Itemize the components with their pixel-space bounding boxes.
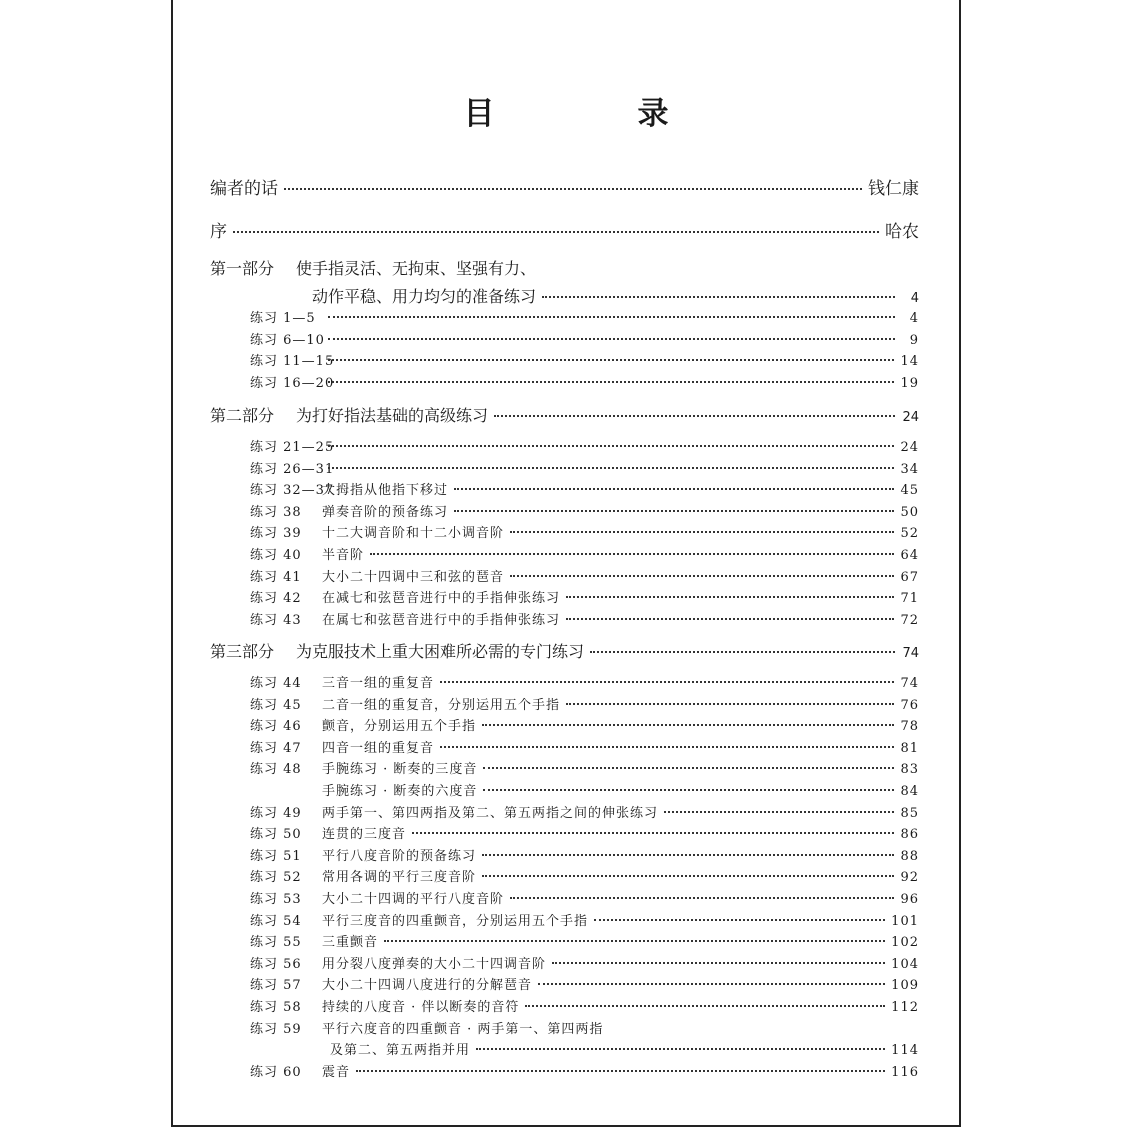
toc-exercise-row xyxy=(250,544,919,563)
dot-leader xyxy=(328,329,895,343)
exercise-page: 19 xyxy=(900,375,919,391)
part1-page: 4 xyxy=(910,291,919,306)
dot-leader xyxy=(370,544,894,558)
exercise-title: 在属七和弦琶音进行中的手指伸张练习 xyxy=(322,612,561,628)
toc-exercise-row xyxy=(250,672,919,691)
dot-leader xyxy=(233,222,879,236)
exercise-page: 112 xyxy=(891,1000,919,1015)
toc-exercise-row xyxy=(330,1039,919,1058)
toc-exercise-row xyxy=(250,329,919,348)
dot-leader xyxy=(510,522,894,536)
exercise-page: 64 xyxy=(900,548,919,563)
toc-exercise-row xyxy=(250,694,919,713)
exercise-page: 84 xyxy=(900,784,919,799)
toc-entry-preface xyxy=(210,217,919,242)
toc-exercise-row xyxy=(250,587,919,606)
exercise-title: 手腕练习 · 断奏的六度音 xyxy=(322,784,478,799)
dot-leader xyxy=(328,307,895,321)
exercise-page: 74 xyxy=(900,676,919,691)
part1-title-line1: 使手指灵活、无拘束、坚强有力、 xyxy=(296,259,537,278)
part2-section: 第二部分 xyxy=(210,406,275,425)
dot-leader xyxy=(566,587,894,601)
exercise-page: 67 xyxy=(900,569,919,585)
exercise-label: 练习 57 xyxy=(250,978,302,994)
exercise-title: 常用各调的平行三度音阶 xyxy=(322,870,477,886)
exercise-title: 平行八度音阶的预备练习 xyxy=(322,848,477,864)
toc-exercise-row xyxy=(250,458,919,477)
exercise-title: 十二大调音阶和十二小调音阶 xyxy=(322,526,505,542)
toc-exercise-row xyxy=(250,522,919,541)
part2-page: 24 xyxy=(902,410,919,425)
exercise-label: 练习 6—10 xyxy=(250,332,325,348)
exercise-title: 三重颤音 xyxy=(322,935,379,951)
dot-leader xyxy=(538,974,885,988)
exercise-label: 练习 26—31 xyxy=(250,461,335,477)
exercise-page: 96 xyxy=(900,892,919,907)
exercise-title: 平行三度音的四重颤音，分别运用五个手指 xyxy=(322,913,589,929)
dot-leader xyxy=(454,501,894,515)
exercise-page: 24 xyxy=(900,440,919,455)
exercise-label: 练习 41 xyxy=(250,569,302,585)
exercise-page: 50 xyxy=(900,504,919,520)
exercise-title: 用分裂八度弹奏的大小二十四调音阶 xyxy=(322,956,547,972)
dot-leader xyxy=(542,287,895,301)
exercise-page: 116 xyxy=(891,1064,919,1080)
toc-exercise-row xyxy=(250,953,919,972)
dot-leader xyxy=(552,953,885,967)
toc-exercise-row xyxy=(250,802,919,821)
toc-exercise-row xyxy=(250,758,919,777)
exercise-page: 45 xyxy=(900,483,919,499)
part3-page: 74 xyxy=(902,646,919,661)
exercise-label: 练习 21—25 xyxy=(250,440,335,455)
dot-leader xyxy=(566,609,894,623)
exercise-label: 练习 59 xyxy=(250,1021,302,1037)
exercise-page: 52 xyxy=(900,526,919,542)
entry-author: 哈农 xyxy=(885,222,919,242)
exercise-label: 练习 44 xyxy=(250,676,302,691)
exercise-page: 71 xyxy=(900,591,919,607)
part3-section: 第三部分 xyxy=(210,642,275,661)
exercise-title: 连贯的三度音 xyxy=(322,827,407,843)
toc-exercise-row xyxy=(250,823,919,842)
exercise-page: 9 xyxy=(909,332,919,348)
toc-exercise-row xyxy=(250,1018,919,1037)
dot-leader xyxy=(454,479,894,493)
exercise-title: 三音一组的重复音 xyxy=(322,676,435,691)
toc-exercise-row xyxy=(250,737,919,756)
dot-leader xyxy=(510,888,894,902)
exercise-page: 101 xyxy=(891,913,919,929)
exercise-title: 二音一组的重复音，分别运用五个手指 xyxy=(322,697,561,713)
dot-leader xyxy=(525,996,885,1010)
dot-leader xyxy=(510,566,894,580)
exercise-label: 练习 53 xyxy=(250,892,302,907)
exercise-label: 练习 32—37 xyxy=(250,483,335,499)
exercise-label: 练习 39 xyxy=(250,526,302,542)
exercise-title: 在减七和弦琶音进行中的手指伸张练习 xyxy=(322,591,561,607)
toc-exercise-row xyxy=(250,307,919,326)
exercise-label: 练习 38 xyxy=(250,504,302,520)
exercise-label: 练习 46 xyxy=(250,719,302,735)
exercise-title: 弹奏音阶的预备练习 xyxy=(322,504,449,520)
exercise-title: 大小二十四调八度进行的分解琶音 xyxy=(322,978,533,994)
toc-page xyxy=(171,0,961,1127)
part2-title: 为打好指法基础的高级练习 xyxy=(296,406,489,425)
exercise-title: 四音一组的重复音 xyxy=(322,740,435,756)
exercise-label: 练习 58 xyxy=(250,1000,302,1015)
exercise-label: 练习 47 xyxy=(250,740,302,756)
dot-leader xyxy=(483,780,894,794)
exercise-page: 72 xyxy=(900,612,919,628)
toc-exercise-row xyxy=(250,910,919,929)
exercise-title: 半音阶 xyxy=(322,548,365,563)
entry-label: 序 xyxy=(210,222,227,242)
exercise-label: 练习 55 xyxy=(250,935,302,951)
exercise-title: 平行六度音的四重颤音 · 两手第一、第四两指 xyxy=(322,1021,604,1037)
dot-leader xyxy=(476,1039,885,1053)
exercise-page: 14 xyxy=(900,354,919,370)
toc-exercise-row xyxy=(250,866,919,885)
toc-exercise-row xyxy=(250,372,919,391)
exercise-label: 练习 60 xyxy=(250,1064,302,1080)
exercise-page: 81 xyxy=(900,740,919,756)
entry-label: 编者的话 xyxy=(210,179,278,199)
toc-exercise-row xyxy=(250,888,919,907)
exercise-title: 震音 xyxy=(322,1064,351,1080)
dot-leader xyxy=(594,910,885,924)
part1-heading-line2 xyxy=(312,284,919,307)
exercise-title: 大拇指从他指下移过 xyxy=(322,483,449,499)
exercise-title: 及第二、第五两指并用 xyxy=(330,1043,471,1059)
exercise-page: 104 xyxy=(891,956,919,972)
exercise-page: 86 xyxy=(900,827,919,843)
dot-leader xyxy=(482,715,894,729)
dot-leader xyxy=(566,694,894,708)
exercise-page: 109 xyxy=(891,978,919,994)
exercise-page: 34 xyxy=(900,461,919,477)
toc-exercise-row xyxy=(250,715,919,734)
exercise-label: 练习 43 xyxy=(250,612,302,628)
exercise-title: 大小二十四调的平行八度音阶 xyxy=(322,892,505,907)
part1-title-line2: 动作平稳、用力均匀的准备练习 xyxy=(312,287,537,306)
exercise-label: 练习 11—15 xyxy=(250,354,335,370)
dot-leader xyxy=(494,406,895,420)
exercise-label: 练习 54 xyxy=(250,913,302,929)
part3-title: 为克服技术上重大困难所必需的专门练习 xyxy=(296,642,585,661)
entry-author: 钱仁康 xyxy=(868,179,919,199)
dot-leader xyxy=(482,866,894,880)
exercise-page: 85 xyxy=(900,805,919,821)
toc-exercise-row xyxy=(250,609,919,628)
exercise-label: 练习 45 xyxy=(250,697,302,713)
part2-heading xyxy=(210,403,919,426)
dot-leader xyxy=(664,802,894,816)
exercise-title: 两手第一、第四两指及第二、第五两指之间的伸张练习 xyxy=(322,805,659,821)
exercise-title: 持续的八度音 · 伴以断奏的音符 xyxy=(322,1000,520,1015)
toc-exercise-row xyxy=(250,436,919,455)
toc-exercise-row xyxy=(250,479,919,498)
exercise-label: 练习 48 xyxy=(250,762,302,778)
dot-leader xyxy=(412,823,894,837)
exercise-page: 76 xyxy=(900,697,919,713)
exercise-label: 练习 42 xyxy=(250,591,302,607)
dot-leader xyxy=(356,1061,885,1075)
toc-exercise-row xyxy=(322,780,919,799)
exercise-page: 83 xyxy=(900,762,919,778)
exercise-page: 114 xyxy=(891,1043,919,1059)
dot-leader xyxy=(483,758,894,772)
exercise-page: 78 xyxy=(900,719,919,735)
exercise-page: 92 xyxy=(900,870,919,886)
toc-exercise-row xyxy=(250,845,919,864)
dot-leader xyxy=(384,931,885,945)
exercise-label: 练习 52 xyxy=(250,870,302,886)
toc-exercise-row xyxy=(250,1061,919,1080)
part3-heading xyxy=(210,639,919,662)
dot-leader xyxy=(328,372,894,386)
dot-leader xyxy=(284,179,862,193)
toc-exercise-row xyxy=(250,566,919,585)
exercise-label: 练习 56 xyxy=(250,956,302,972)
dot-leader xyxy=(328,436,894,450)
exercise-label: 练习 1—5 xyxy=(250,311,316,326)
exercise-label: 练习 16—20 xyxy=(250,375,335,391)
exercise-label: 练习 49 xyxy=(250,805,302,821)
toc-exercise-row xyxy=(250,931,919,950)
page-title: 目 录 xyxy=(463,96,725,132)
toc-exercise-row xyxy=(250,974,919,993)
exercise-page: 102 xyxy=(891,935,919,951)
toc-exercise-row xyxy=(250,501,919,520)
exercise-label: 练习 50 xyxy=(250,827,302,843)
toc-exercise-row xyxy=(250,996,919,1015)
dot-leader xyxy=(482,845,894,859)
dot-leader xyxy=(440,672,894,686)
exercise-label: 练习 51 xyxy=(250,848,302,864)
exercise-page: 88 xyxy=(900,848,919,864)
dot-leader xyxy=(328,458,894,472)
dot-leader xyxy=(440,737,894,751)
exercise-title: 大小二十四调中三和弦的琶音 xyxy=(322,569,505,585)
toc-exercise-row xyxy=(250,350,919,369)
exercise-page: 4 xyxy=(909,311,919,326)
exercise-title: 颤音，分别运用五个手指 xyxy=(322,719,477,735)
dot-leader xyxy=(328,350,894,364)
exercise-label: 练习 40 xyxy=(250,548,302,563)
exercise-title: 手腕练习 · 断奏的三度音 xyxy=(322,762,478,778)
part1-heading-line1 xyxy=(210,256,536,279)
toc-entry-editor-note xyxy=(210,174,919,199)
dot-leader xyxy=(590,642,895,656)
part1-section: 第一部分 xyxy=(210,259,275,278)
